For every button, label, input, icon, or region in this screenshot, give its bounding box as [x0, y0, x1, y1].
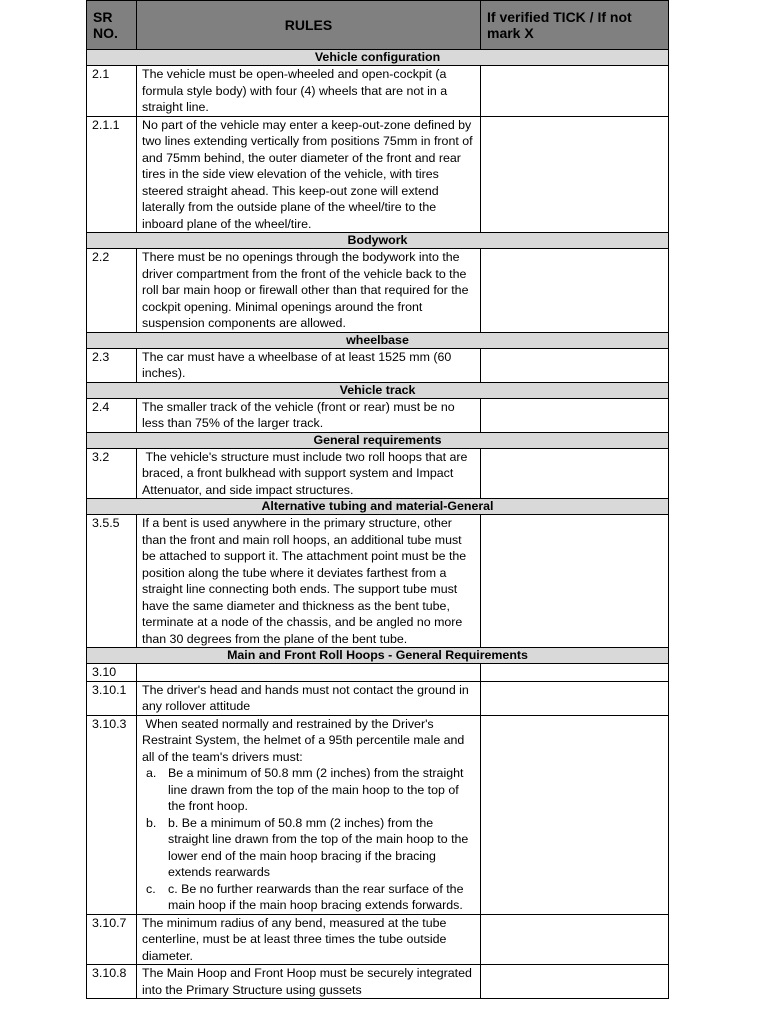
rule-text-cell: [137, 116, 481, 233]
checklist-sheet: [86, 0, 668, 999]
verification-cell[interactable]: [481, 398, 669, 432]
verification-cell[interactable]: [481, 681, 669, 715]
rule-number: 2.3: [87, 348, 137, 382]
rule-row: [87, 681, 669, 715]
rule-text-cell: [137, 249, 481, 333]
rule-text-cell: [137, 715, 481, 914]
rule-sub-item: [146, 815, 475, 881]
verification-cell[interactable]: [481, 448, 669, 499]
verification-cell[interactable]: [481, 664, 669, 682]
rule-number: 3.10: [87, 664, 137, 682]
rule-number: 2.4: [87, 398, 137, 432]
verification-cell[interactable]: [481, 965, 669, 999]
rule-row: [87, 664, 669, 682]
rule-text-cell: [137, 348, 481, 382]
section-title: Bodywork: [87, 233, 669, 249]
rule-text-cell: [137, 448, 481, 499]
rule-number: 3.10.8: [87, 965, 137, 999]
rule-row: [87, 715, 669, 914]
rule-text-cell: [137, 664, 481, 682]
rule-number: 2.2: [87, 249, 137, 333]
rule-row: [87, 66, 669, 117]
header-row: [87, 1, 669, 50]
rule-number: 3.5.5: [87, 515, 137, 648]
rule-row: [87, 914, 669, 965]
rule-text-cell: [137, 66, 481, 117]
rule-number: 3.10.3: [87, 715, 137, 914]
section-title: Main and Front Roll Hoops - General Requirements: [87, 648, 669, 664]
rule-row: [87, 249, 669, 333]
rule-text: The vehicle's structure must include two roll hoops that are braced, a front bulkhead with support system and Impact Attenuator, and side impact structures.: [142, 449, 471, 497]
rule-row: [87, 116, 669, 233]
section-title: Vehicle configuration: [87, 50, 669, 66]
sub-item-text: b. Be a minimum of 50.8 mm (2 inches) from the straight line drawn from the top of the main hoop to the lower end of the main hoop bracing if the bracing extends rearwards: [168, 815, 469, 879]
rule-number: 3.2: [87, 448, 137, 499]
section-header-row: [87, 50, 669, 66]
rule-sub-item: [146, 881, 475, 914]
verification-cell[interactable]: [481, 914, 669, 965]
rule-number: 3.10.7: [87, 914, 137, 965]
rule-text-cell: [137, 914, 481, 965]
section-header-row: [87, 432, 669, 448]
verification-cell[interactable]: [481, 116, 669, 233]
sub-item-marker: c.: [146, 881, 156, 896]
rule-text: There must be no openings through the bodywork into the driver compartment from the front of the vehicle back to the roll bar main hoop or firewall other than that required for the cockpit opening. Minimal openings around the front suspension components are allowed.: [142, 250, 472, 330]
rules-body: [87, 50, 669, 999]
section-header-row: [87, 499, 669, 515]
rule-text: The Main Hoop and Front Hoop must be securely integrated into the Primary Structure using gussets: [142, 966, 476, 997]
rule-row: [87, 398, 669, 432]
rule-row: [87, 348, 669, 382]
verification-cell[interactable]: [481, 66, 669, 117]
rule-text-cell: [137, 681, 481, 715]
section-header-row: [87, 332, 669, 348]
sub-item-text: c. Be no further rearwards than the rear surface of the main hoop if the main hoop bracing extends forwards.: [168, 881, 464, 912]
rule-text: The driver's head and hands must not contact the ground in any rollover attitude: [142, 682, 473, 713]
rule-row: [87, 515, 669, 648]
rule-text: No part of the vehicle may enter a keep-out-zone defined by two lines extending vertically from positions 75mm in front of and 75mm behind, the outer diameter of the front and rear tires in the side view elevation of the vehicle, with tires steered straight ahead. This keep-out zone will extend laterally from the outside plane of the wheel/tire to the inboard plane of the wheel/tire.: [142, 117, 477, 231]
verification-cell[interactable]: [481, 249, 669, 333]
rule-text: The smaller track of the vehicle (front or rear) must be no less than 75% of the larger track.: [142, 399, 459, 430]
sub-item-text: Be a minimum of 50.8 mm (2 inches) from the straight line drawn from the top of the main hoop to the top of the front hoop.: [168, 766, 464, 813]
rule-text: When seated normally and restrained by the Driver's Restraint System, the helmet of a 95th percentile male and all of the team's drivers must:: [142, 716, 468, 764]
rule-text: The vehicle must be open-wheeled and open-cockpit (a formula style body) with four (4) wheels that are not in a straight line.: [142, 67, 451, 114]
section-title: Vehicle track: [87, 382, 669, 398]
rule-text-cell: [137, 965, 481, 999]
rule-number: 2.1: [87, 66, 137, 117]
rule-text-cell: [137, 398, 481, 432]
verification-cell[interactable]: [481, 348, 669, 382]
rule-row: [87, 448, 669, 499]
verification-cell[interactable]: [481, 515, 669, 648]
header-rules: RULES: [137, 1, 481, 50]
rule-sub-item: [146, 765, 475, 815]
rule-text: The minimum radius of any bend, measured at the tube centerline, must be at least three times the tube outside diameter.: [142, 915, 450, 963]
rule-number: 2.1.1: [87, 116, 137, 233]
rule-text: The car must have a wheelbase of at least 1525 mm (60 inches).: [142, 349, 455, 380]
rules-table: [86, 0, 669, 999]
section-title: General requirements: [87, 432, 669, 448]
rule-text: If a bent is used anywhere in the primary structure, other than the front and main roll hoops, an additional tube must be attached to support it. The attachment point must be the position along the tube where it deviates farthest from a straight line connecting both ends. The support tube must have the same diameter and thickness as the bent tube, terminate at a node of the chassis, and be angled no more than 30 degrees from the plane of the bent tube.: [142, 516, 470, 646]
rule-text-cell: [137, 515, 481, 648]
rule-sub-list: [142, 765, 475, 914]
section-header-row: [87, 233, 669, 249]
section-title: wheelbase: [87, 332, 669, 348]
header-sr-no: SR NO.: [87, 1, 137, 50]
verification-cell[interactable]: [481, 715, 669, 914]
rule-number: 3.10.1: [87, 681, 137, 715]
section-header-row: [87, 648, 669, 664]
rule-row: [87, 965, 669, 999]
header-verification: If verified TICK / If not mark X: [481, 1, 669, 50]
sub-item-marker: b.: [146, 815, 157, 830]
section-header-row: [87, 382, 669, 398]
section-title: Alternative tubing and material-General: [87, 499, 669, 515]
sub-item-marker: a.: [146, 766, 157, 780]
